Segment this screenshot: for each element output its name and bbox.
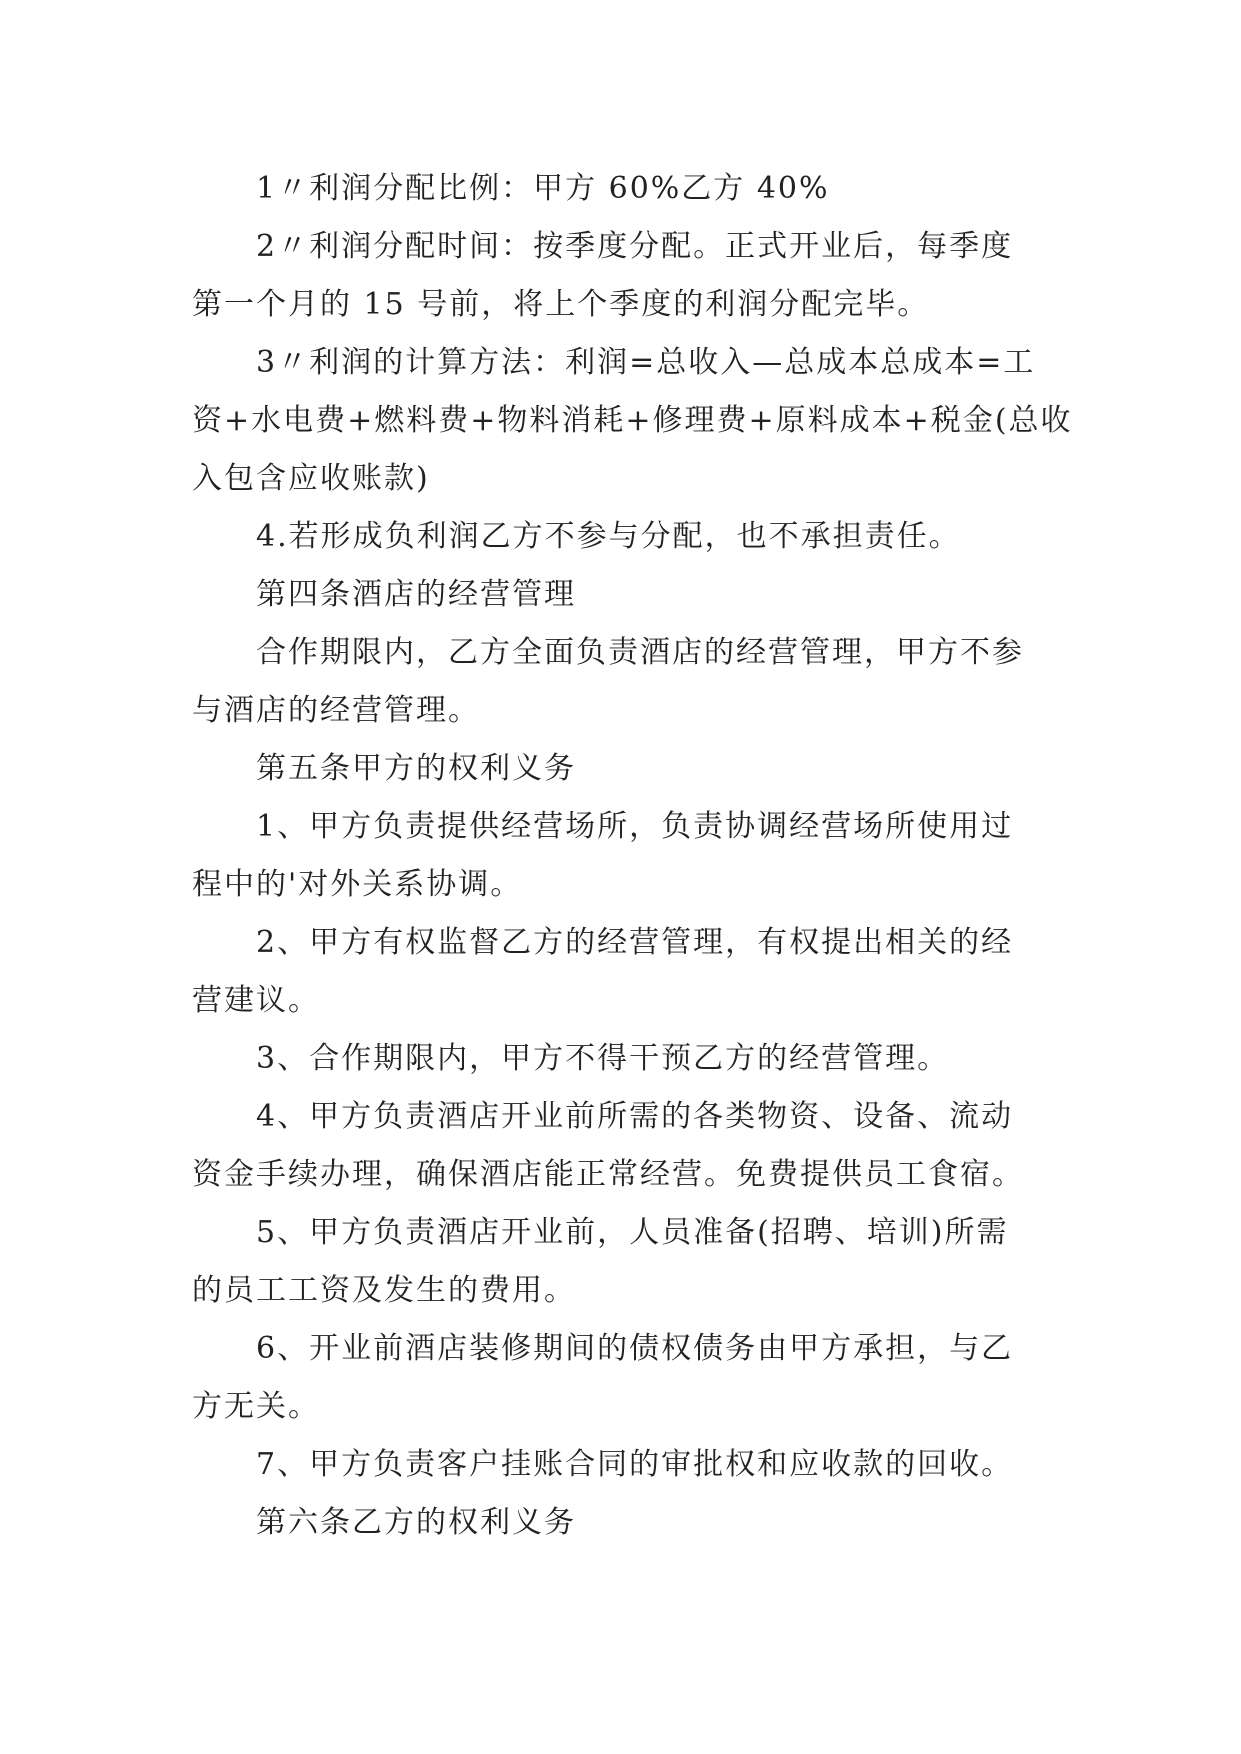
paragraph-line: 的员工工资及发生的费用。 xyxy=(192,1273,576,1308)
paragraph-profit-ratio xyxy=(192,160,1052,218)
paragraph-line: 1〃利润分配比例：甲方 60%乙方 40% xyxy=(256,171,830,206)
article-heading-5 xyxy=(192,740,1052,798)
paragraph-line: 资金手续办理，确保酒店能正常经营。免费提供员工食宿。 xyxy=(192,1157,1024,1192)
paragraph-party-a-item-7 xyxy=(192,1436,1052,1494)
document-body xyxy=(192,160,1073,1552)
paragraph-line: 合作期限内，乙方全面负责酒店的经营管理，甲方不参 xyxy=(256,635,1024,670)
paragraph-party-a-item-3 xyxy=(192,1030,1052,1088)
article-heading: 第六条乙方的权利义务 xyxy=(256,1505,576,1540)
paragraph-party-a-item-4 xyxy=(192,1088,1052,1204)
paragraph-party-a-item-6 xyxy=(192,1320,1052,1436)
paragraph-line: 与酒店的经营管理。 xyxy=(192,693,480,728)
paragraph-line: 6、开业前酒店装修期间的债权债务由甲方承担，与乙 xyxy=(256,1331,1014,1366)
paragraph-party-a-item-5 xyxy=(192,1204,1052,1320)
paragraph-party-a-item-1 xyxy=(192,798,1052,914)
paragraph-line: 营建议。 xyxy=(192,983,320,1018)
paragraph-line: 程中的'对外关系协调。 xyxy=(192,867,523,902)
paragraph-negative-profit xyxy=(192,508,1052,566)
paragraph-line: 5、甲方负责酒店开业前，人员准备(招聘、培训)所需 xyxy=(256,1215,1009,1250)
paragraph-line: 2〃利润分配时间：按季度分配。正式开业后，每季度 xyxy=(256,229,1014,264)
article-heading: 第五条甲方的权利义务 xyxy=(256,751,576,786)
paragraph-line: 方无关。 xyxy=(192,1389,320,1424)
paragraph-profit-schedule xyxy=(192,218,1052,334)
paragraph-line: 4.若形成负利润乙方不参与分配，也不承担责任。 xyxy=(256,519,961,554)
paragraph-line: 第一个月的 15 号前，将上个季度的利润分配完毕。 xyxy=(192,287,930,322)
article-heading-6 xyxy=(192,1494,1052,1552)
paragraph-line: 3、合作期限内，甲方不得干预乙方的经营管理。 xyxy=(256,1041,950,1076)
paragraph-profit-calculation xyxy=(192,334,1073,508)
article-heading: 第四条酒店的经营管理 xyxy=(256,577,576,612)
paragraph-line: 资+水电费+燃料费+物料消耗+修理费+原料成本+税金(总收 xyxy=(192,403,1073,438)
paragraph-line: 1、甲方负责提供经营场所，负责协调经营场所使用过 xyxy=(256,809,1014,844)
paragraph-management xyxy=(192,624,1052,740)
paragraph-line: 3〃利润的计算方法：利润=总收入—总成本总成本=工 xyxy=(256,345,1036,380)
article-heading-4 xyxy=(192,566,1052,624)
paragraph-line: 2、甲方有权监督乙方的经营管理，有权提出相关的经 xyxy=(256,925,1014,960)
paragraph-line: 入包含应收账款) xyxy=(192,461,430,496)
paragraph-party-a-item-2 xyxy=(192,914,1052,1030)
paragraph-line: 7、甲方负责客户挂账合同的审批权和应收款的回收。 xyxy=(256,1447,1014,1482)
paragraph-line: 4、甲方负责酒店开业前所需的各类物资、设备、流动 xyxy=(256,1099,1014,1134)
